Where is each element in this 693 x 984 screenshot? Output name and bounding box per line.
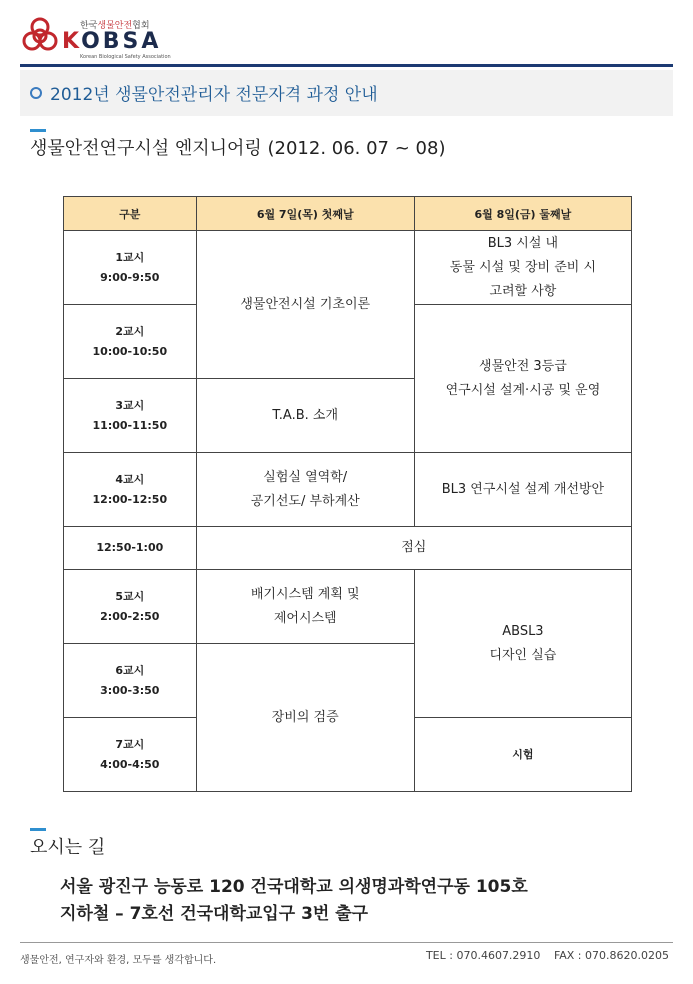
address-line: 서울 광진구 능동로 120 건국대학교 의생명과학연구동 105호: [60, 877, 528, 897]
day2-session-4: ABSL3 디자인 실습: [414, 570, 631, 718]
schedule-table: [63, 196, 632, 792]
course-title: 생물안전연구시설 엔지니어링 (2012. 06. 07 ~ 08): [30, 138, 446, 159]
period-cell: 2교시 10:00-10:50: [64, 305, 197, 379]
period-cell: 1교시 9:00-9:50: [64, 231, 197, 305]
section-header: [20, 70, 673, 116]
header-category: 구분: [64, 197, 197, 231]
circle-bullet-icon: [30, 87, 42, 99]
header-divider: [20, 64, 673, 67]
period-cell: 4교시 12:00-12:50: [64, 453, 197, 527]
day1-session-3: 실험실 열역학/ 공기선도/ 부하계산: [196, 453, 414, 527]
logo-subtitle: Korean Biological Safety Association: [80, 54, 171, 60]
footer-divider: [20, 942, 673, 943]
day1-session-5: 장비의 검증: [196, 644, 414, 792]
header-day1: 6월 7일(목) 첫째날: [196, 197, 414, 231]
directions-title: 오시는 길: [30, 837, 106, 858]
header-day2: 6월 8일(금) 둘째날: [414, 197, 631, 231]
day1-session-1: 생물안전시설 기초이론: [196, 231, 414, 379]
day1-session-2: T.A.B. 소개: [196, 379, 414, 453]
day2-session-3: BL3 연구시설 설계 개선방안: [414, 453, 631, 527]
period-cell: 12:50-1:00: [64, 527, 197, 570]
footer-contact: [416, 949, 669, 962]
footer-tel: TEL : 070.4607.2910: [425, 949, 541, 962]
kobsa-logo[interactable]: [20, 14, 171, 60]
day2-session-2: 생물안전 3등급 연구시설 설계·시공 및 운영: [414, 305, 631, 453]
lunch-cell: 점심: [196, 527, 631, 570]
logo-wordmark: KOBSA: [62, 29, 162, 54]
biohazard-icon: [20, 16, 60, 56]
table-row: [64, 453, 632, 527]
period-cell: 3교시 11:00-11:50: [64, 379, 197, 453]
title-marker: [30, 828, 46, 831]
period-cell: 7교시 4:00-4:50: [64, 718, 197, 792]
period-cell: 5교시 2:00-2:50: [64, 570, 197, 644]
day2-session-1: BL3 시설 내 동물 시설 및 장비 준비 시 고려할 사항: [414, 231, 631, 305]
table-row: [64, 570, 632, 644]
footer-fax: FAX : 070.8620.0205: [553, 949, 669, 962]
table-header-row: [64, 197, 632, 231]
org-name: 한국생물안전협회: [80, 21, 150, 31]
day1-session-4: 배기시스템 계획 및 제어시스템: [196, 570, 414, 644]
subway-line: 지하철 – 7호선 건국대학교입구 3번 출구: [60, 904, 369, 924]
title-marker: [30, 129, 46, 132]
table-row: [64, 527, 632, 570]
section-title: 2012년 생물안전관리자 전문자격 과정 안내: [50, 85, 378, 105]
period-cell: 6교시 3:00-3:50: [64, 644, 197, 718]
footer-slogan: 생물안전, 연구자와 환경, 모두를 생각합니다.: [20, 955, 217, 966]
table-row: [64, 231, 632, 305]
day2-session-5: 시험: [414, 718, 631, 792]
